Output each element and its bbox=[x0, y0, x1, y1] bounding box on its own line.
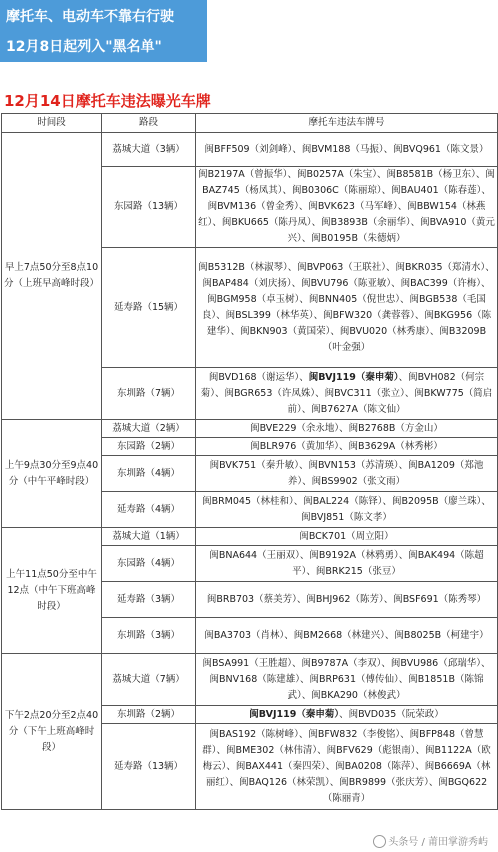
table-row bbox=[2, 528, 498, 546]
plates-cell: 闽B5312B（林淑琴）、闽BVP063（王联社）、闽BKR035（郑清水）、闽BAP484（刘庆扬）、闽BVU796（陈亚敏）、闽BAC399（许梅）、闽BGM958（卓玉树）、闽BNN405（倪世忠）、闽BGB538（毛国良）、闽BSL399（林华英）、闽BFW320（龚蓉蓉）、闽BKG956（陈建华）、闽BKN903（黄国荣）、闽BVU020（林秀康）、闽B3209B（叶金强） bbox=[196, 248, 498, 368]
road-cell: 荔城大道（1辆） bbox=[102, 528, 196, 546]
section-heading: 12月14日摩托车违法曝光车牌 bbox=[4, 92, 211, 110]
header-road: 路段 bbox=[102, 114, 196, 133]
plates-cell: 闽BAS192（陈树峰）、闽BFW832（李俊铭）、闽BFP848（曾慧群）、闽BME302（林伟清）、闽BFV629（彪银南）、闽B1122A（欧梅云）、闽BAX441（秦四荣）、闽BA0208（陈萍）、闽B6669A（林丽红）、闽BAQ126（林荣凯）、闽BR9899（张庆芳）、闽BGQ622（陈丽青） bbox=[196, 724, 498, 810]
highlighted-plate: 闽BVJ119（秦申菊） bbox=[308, 371, 399, 383]
header-plates: 摩托车违法车牌号 bbox=[196, 114, 498, 133]
road-cell: 延寿路（13辆） bbox=[102, 724, 196, 810]
plates-cell: 闽B2197A（曾振华）、闽B0257A（朱宝）、闽B8581B（杨卫东）、闽BAZ745（杨凤其）、闽B0306C（陈丽琼）、闽BAU401（陈春莲）、闽BVM136（曾金秀）、闽BVK623（马军峰）、闽BBW154（林燕红）、闽BKU665（陈丹凤）、闽B3893B（余丽华）、闽BVA910（黄元兴）、闽B0195B（朱德炳） bbox=[196, 167, 498, 248]
road-cell: 东圳路（4辆） bbox=[102, 456, 196, 492]
plates-cell: 闽BSA991（王胜超）、闽B9787A（李双）、闽BVU986（邱瑞华）、闽BNV168（陈建雄）、闽BRP631（傅传仙）、闽B1851B（陈锦武）、闽BKA290（林俊武） bbox=[196, 654, 498, 706]
road-cell: 东圳路（7辆） bbox=[102, 368, 196, 420]
time-period-cell: 上午9点30分至9点40分（中午平峰时段） bbox=[2, 420, 102, 528]
road-cell: 延寿路（15辆） bbox=[102, 248, 196, 368]
plates-cell: 闽BCK701（周立阳） bbox=[196, 528, 498, 546]
road-cell: 荔城大道（3辆） bbox=[102, 133, 196, 167]
road-cell: 东园路（4辆） bbox=[102, 546, 196, 582]
road-cell: 东圳路（3辆） bbox=[102, 618, 196, 654]
time-period-cell: 早上7点50分至8点10分（上班早高峰时段） bbox=[2, 133, 102, 420]
header-time-period: 时间段 bbox=[2, 114, 102, 133]
plates-cell: 闽BLR976（黄加华）、闽B3629A（林秀彬） bbox=[196, 438, 498, 456]
plates-cell: 闽BA3703（肖林）、闽BM2668（林建兴）、闽B8025B（柯建宇） bbox=[196, 618, 498, 654]
table-header-row bbox=[2, 114, 498, 133]
plates-cell: 闽BFF509（刘剑峰）、闽BVM188（马振）、闽BVQ961（陈文景） bbox=[196, 133, 498, 167]
road-cell: 东圳路（2辆） bbox=[102, 706, 196, 724]
road-cell: 荔城大道（2辆） bbox=[102, 420, 196, 438]
road-cell: 荔城大道（7辆） bbox=[102, 654, 196, 706]
plates-cell: 闽BVJ119（秦申菊）、闽BVD035（阮荣政） bbox=[196, 706, 498, 724]
plates-cell: 闽BRB703（蔡美芳）、闽BHJ962（陈芳）、闽BSF691（陈秀琴） bbox=[196, 582, 498, 618]
table-row bbox=[2, 654, 498, 706]
highlighted-plate: 闽BVJ119（秦申菊） bbox=[249, 708, 340, 720]
watermark-icon bbox=[373, 835, 386, 848]
watermark bbox=[373, 833, 488, 849]
table-row bbox=[2, 420, 498, 438]
road-cell: 延寿路（3辆） bbox=[102, 582, 196, 618]
time-period-cell: 上午11点50分至中午12点（中午下班高峰时段） bbox=[2, 528, 102, 654]
plates-cell: 闽BRM045（林桂和）、闽BAL224（陈铎）、闽B2095B（廖兰珠）、闽BVJ851（陈文孝） bbox=[196, 492, 498, 528]
road-cell: 东园路（2辆） bbox=[102, 438, 196, 456]
banner-line-1: 摩托车、电动车不靠右行驶 bbox=[6, 9, 174, 25]
time-period-cell: 下午2点20分至2点40分（下午上班高峰时段） bbox=[2, 654, 102, 810]
plates-cell: 闽BNA644（王丽双）、闽B9192A（林鸦勇）、闽BAK494（陈超平）、闽BRK215（张豆） bbox=[196, 546, 498, 582]
road-cell: 延寿路（4辆） bbox=[102, 492, 196, 528]
table-row bbox=[2, 133, 498, 167]
headline-banner bbox=[0, 0, 207, 62]
plates-cell: 闽BVE229（余永地）、闽B2768B（方金山） bbox=[196, 420, 498, 438]
watermark-text: 头条号 / 莆田掌游秀屿 bbox=[388, 836, 488, 848]
road-cell: 东园路（13辆） bbox=[102, 167, 196, 248]
plates-cell: 闽BVD168（谢运华）、闽BVJ119（秦申菊）、闽BVH082（何宗菊）、闽BGR653（许凤姝）、闽BVC311（张立）、闽BKW775（简启前）、闽B7627A（陈文仙） bbox=[196, 368, 498, 420]
violation-table bbox=[1, 113, 498, 810]
plates-cell: 闽BVK751（秦升敏）、闽BVN153（苏清瑛）、闽BA1209（郑池养）、闽BS9902（张文雨） bbox=[196, 456, 498, 492]
banner-line-2: 12月8日起列入"黑名单" bbox=[6, 39, 162, 55]
